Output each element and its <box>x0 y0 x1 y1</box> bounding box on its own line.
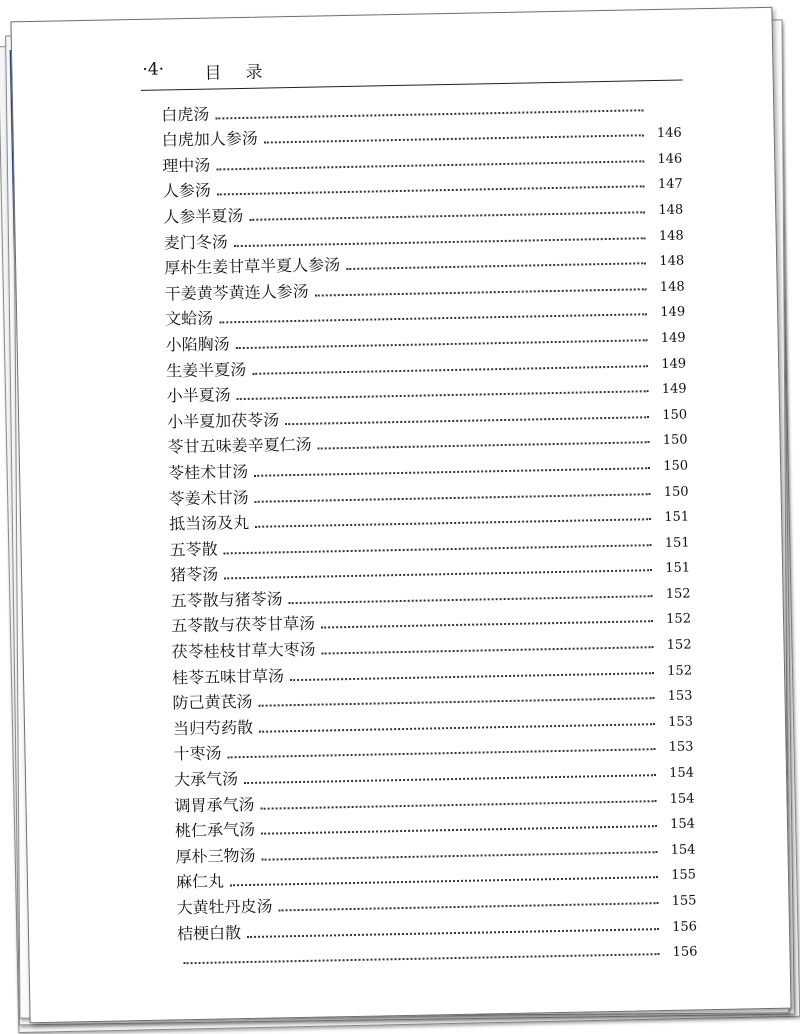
toc-entry-page: 154 <box>669 765 695 781</box>
toc-entry-page: 149 <box>660 304 686 321</box>
toc-entry-title: 苓姜术甘汤 <box>168 487 249 508</box>
toc-entry-page: 150 <box>662 432 688 449</box>
toc-entry-page: 155 <box>671 893 697 909</box>
toc-entry-title: 防己黄芪汤 <box>172 692 253 713</box>
toc-entry-title: 文蛤汤 <box>165 308 214 329</box>
toc-entry-page: 152 <box>666 637 692 653</box>
toc-entry-page: 148 <box>658 228 684 244</box>
toc-entry-title: 苓甘五味姜辛夏仁汤 <box>167 435 312 457</box>
toc-entry-title: 小半夏加茯苓汤 <box>166 410 280 432</box>
toc-entry-title: 厚朴生姜甘草半夏人参汤 <box>164 255 341 278</box>
toc-entry-page: 149 <box>660 330 686 346</box>
page-number: ·4· <box>142 59 165 80</box>
toc-entry-page: 154 <box>670 816 696 833</box>
toc-entry-title: 桔梗白散 <box>176 922 242 943</box>
toc-entry-title: 小半夏汤 <box>166 385 231 406</box>
toc-entry-page: 149 <box>661 356 687 372</box>
toc-entry-title: 生姜半夏汤 <box>166 359 247 381</box>
toc-entry-page: 153 <box>668 714 694 730</box>
toc-entry-page: 150 <box>663 483 689 500</box>
toc-entry-title: 猪苓汤 <box>169 564 219 585</box>
toc-leader-dots <box>346 262 646 270</box>
toc-entry-title: 大黄牡丹皮汤 <box>176 896 273 918</box>
toc-entry-page: 154 <box>670 842 696 858</box>
toc-entry-page: 147 <box>657 176 683 193</box>
toc-entry-page: 156 <box>672 944 698 961</box>
toc-entry-page: 146 <box>657 151 683 167</box>
toc-entry-title: 白虎汤 <box>161 104 210 125</box>
toc-entry-page: 155 <box>671 867 697 884</box>
toc-entry-title: 人参汤 <box>162 180 211 201</box>
toc-entry-title: 大承气汤 <box>173 769 239 790</box>
toc-entry-title: 麦门冬汤 <box>163 231 228 253</box>
toc-entry-title: 小陷胸汤 <box>165 334 230 355</box>
toc-entry-title: 抵当汤及丸 <box>168 513 250 534</box>
header-title: 目录 <box>204 62 287 84</box>
toc-entry-page: 151 <box>664 509 690 526</box>
toc-entry-page: 153 <box>667 688 693 705</box>
toc-entry-page: 153 <box>668 739 694 756</box>
toc-entry-page: 146 <box>656 125 682 142</box>
toc-entry-page: 148 <box>658 202 684 218</box>
toc-entry-page: 148 <box>659 279 685 295</box>
toc-entry-title: 五苓散与茯苓甘草汤 <box>170 614 316 636</box>
toc-entry-title: 桂苓五味甘草汤 <box>171 665 285 688</box>
toc-entry-title: 人参半夏汤 <box>163 205 244 227</box>
toc-entry-title: 调胃承气汤 <box>174 794 255 816</box>
toc-entry-title: 理中汤 <box>162 155 211 176</box>
toc-entry-title: 当归芍药散 <box>172 717 254 739</box>
toc-entry-page: 152 <box>667 663 693 679</box>
toc-entry-page: 148 <box>659 253 685 270</box>
toc-entry-title: 苓桂术甘汤 <box>167 461 249 483</box>
toc-leader-dots <box>184 953 660 964</box>
toc-entry-page: 150 <box>663 458 689 474</box>
toc-entry-title: 桃仁承气汤 <box>174 820 256 841</box>
table-of-contents <box>161 90 698 970</box>
toc-entry-page: 152 <box>665 586 691 602</box>
toc-entry-title: 厚朴三物汤 <box>175 845 256 867</box>
toc-entry-title: 麻仁丸 <box>175 871 225 892</box>
toc-entry-page: 156 <box>671 918 698 935</box>
toc-entry-title: 五苓散与猪苓汤 <box>170 589 283 611</box>
toc-entry-page: 152 <box>666 611 692 628</box>
toc-entry-title: 白虎加人参汤 <box>161 128 258 150</box>
toc-entry-title: 十枣汤 <box>173 743 222 764</box>
toc-entry-title: 五苓散 <box>169 539 218 560</box>
toc-entry-title: 茯苓桂枝甘草大枣汤 <box>171 639 316 662</box>
toc-entry-page: 150 <box>662 407 688 423</box>
book-page <box>10 7 791 1023</box>
toc-entry-page: 151 <box>665 560 691 577</box>
toc-entry-page: 154 <box>669 791 695 807</box>
toc-entry-title: 干姜黄芩黄连人参汤 <box>164 281 309 304</box>
toc-entry-page: 151 <box>664 535 690 551</box>
toc-entry-page: 149 <box>661 381 687 398</box>
